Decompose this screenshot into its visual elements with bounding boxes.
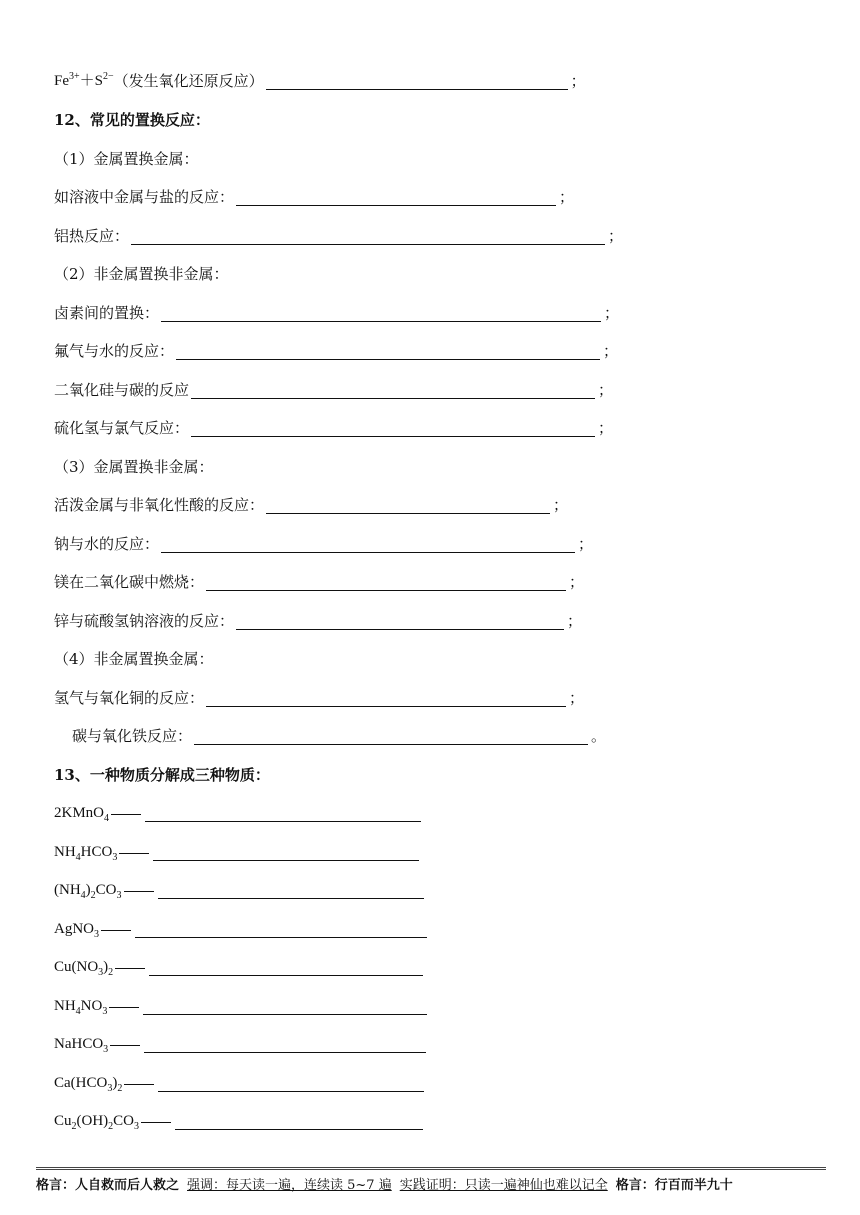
- line-end: ；: [578, 535, 594, 553]
- reaction-label: 氢气与氧化铜的反应：: [54, 689, 205, 707]
- reaction-label: 钠与水的反应：: [54, 535, 160, 553]
- reaction-dash: [119, 853, 149, 854]
- reaction-label: 卤素间的置换：: [54, 304, 160, 322]
- reaction-label: 硫化氢与氯气反应：: [54, 419, 190, 437]
- compound-formula: $Cu_2(OH)_2CO_3$: [54, 1113, 140, 1132]
- decomposition-line: [54, 1108, 423, 1130]
- footer-motto-right: 格言：行百而半九十: [615, 1178, 733, 1193]
- footer-motto-left: 格言：人自救而后人救之: [36, 1178, 180, 1193]
- reaction-line: [54, 569, 584, 591]
- answer-blank[interactable]: [161, 536, 575, 553]
- line-end: ；: [604, 304, 620, 322]
- decomposition-line: [54, 916, 427, 938]
- group-2-title: （2）非金属置换非金属：: [54, 265, 229, 283]
- reaction-line: [54, 685, 584, 707]
- reaction-line: [54, 415, 613, 437]
- reaction-line: [54, 492, 568, 514]
- reaction-label: 镁在二氧化碳中燃烧：: [54, 573, 205, 591]
- group-3-title: （3）金属置换非金属：: [54, 458, 214, 476]
- decomposition-line: [54, 1070, 424, 1092]
- compound-formula: $Ca(HCO_3)_2$: [54, 1075, 123, 1094]
- reaction-dash: [115, 968, 145, 969]
- answer-blank[interactable]: [194, 728, 588, 745]
- group-4-title: （4）非金属置换金属：: [54, 650, 214, 668]
- reaction-line: [54, 184, 574, 206]
- line-end: ；: [559, 188, 575, 206]
- answer-blank[interactable]: [176, 343, 600, 360]
- reaction-line: [54, 223, 623, 245]
- answer-blank[interactable]: [143, 998, 427, 1015]
- reaction-dash: [109, 1007, 139, 1008]
- reaction-dash: [110, 1045, 140, 1046]
- line-end: ；: [598, 419, 614, 437]
- reaction-line: [54, 608, 582, 630]
- reaction-line: [54, 377, 613, 399]
- compound-formula: 2KMnO$_4$: [54, 805, 110, 824]
- compound-formula: NaHCO$_3$: [54, 1036, 109, 1055]
- decomposition-line: [54, 954, 423, 976]
- line-end: ；: [608, 227, 624, 245]
- line-end: ；: [567, 612, 583, 630]
- footer-practice: 实践证明：只读一遍神仙也难以记全: [399, 1178, 608, 1193]
- answer-blank[interactable]: [266, 497, 550, 514]
- reaction-dash: [111, 814, 141, 815]
- reaction-dash: [124, 1084, 154, 1085]
- footer-emphasis: 强调：每天读一遍，连续读 5~7 遍: [187, 1178, 392, 1193]
- answer-blank[interactable]: [175, 1113, 423, 1130]
- section-13-heading: 13、一种物质分解成三种物质：: [54, 766, 270, 784]
- answer-blank[interactable]: [191, 382, 595, 399]
- reaction-line: [54, 531, 593, 553]
- line-end: ；: [569, 689, 585, 707]
- redox-line: [54, 68, 586, 90]
- line-end: ；: [570, 72, 586, 90]
- answer-blank[interactable]: [266, 73, 568, 90]
- line-end: ；: [598, 381, 614, 399]
- decomposition-line: [54, 993, 427, 1015]
- fe-s-formula: $Fe^{3+}+S^{2-}$: [54, 71, 114, 89]
- reaction-dash: [141, 1122, 171, 1123]
- reaction-label: 锌与硫酸氢钠溶液的反应：: [54, 612, 235, 630]
- compound-formula: $NH_4NO_3$: [54, 998, 108, 1017]
- reaction-label: 活泼金属与非氧化性酸的反应：: [54, 496, 265, 514]
- decomposition-line: [54, 1031, 426, 1053]
- decomposition-line: [54, 877, 424, 899]
- reaction-dash: [101, 930, 131, 931]
- compound-formula: $NH_4HCO_3$: [54, 844, 118, 863]
- answer-blank[interactable]: [191, 420, 595, 437]
- line-end: 。: [591, 727, 607, 745]
- reaction-label: 铝热反应：: [54, 227, 130, 245]
- answer-blank[interactable]: [158, 882, 424, 899]
- reaction-label: 氟气与水的反应：: [54, 342, 175, 360]
- answer-blank[interactable]: [236, 613, 564, 630]
- reaction-line: [72, 723, 606, 745]
- group-1-title: （1）金属置换金属：: [54, 150, 199, 168]
- answer-blank[interactable]: [206, 574, 566, 591]
- reaction-line: [54, 300, 619, 322]
- decomposition-line: [54, 800, 421, 822]
- answer-blank[interactable]: [149, 959, 423, 976]
- answer-blank[interactable]: [206, 690, 566, 707]
- reaction-label: 碳与氧化铁反应：: [72, 727, 193, 745]
- line-end: ；: [569, 573, 585, 591]
- reaction-line: [54, 338, 618, 360]
- answer-blank[interactable]: [153, 844, 419, 861]
- reaction-label: 二氧化硅与碳的反应: [54, 381, 190, 399]
- answer-blank[interactable]: [145, 805, 421, 822]
- decomposition-line: [54, 839, 419, 861]
- redox-label: （发生氧化还原反应）: [113, 72, 264, 90]
- reaction-dash: [124, 891, 154, 892]
- line-end: ；: [553, 496, 569, 514]
- section-12-heading: 12、常见的置换反应：: [54, 111, 210, 129]
- answer-blank[interactable]: [161, 305, 601, 322]
- answer-blank[interactable]: [135, 921, 427, 938]
- page-footer: [36, 1167, 826, 1193]
- reaction-label: 如溶液中金属与盐的反应：: [54, 188, 235, 206]
- answer-blank[interactable]: [131, 228, 605, 245]
- compound-formula: $Cu(NO_3)_2$: [54, 959, 114, 978]
- compound-formula: AgNO$_3$: [54, 921, 99, 940]
- answer-blank[interactable]: [158, 1075, 424, 1092]
- compound-formula: $(NH_4)_2CO_3$: [54, 882, 122, 901]
- answer-blank[interactable]: [236, 189, 556, 206]
- line-end: ；: [603, 342, 619, 360]
- answer-blank[interactable]: [144, 1036, 426, 1053]
